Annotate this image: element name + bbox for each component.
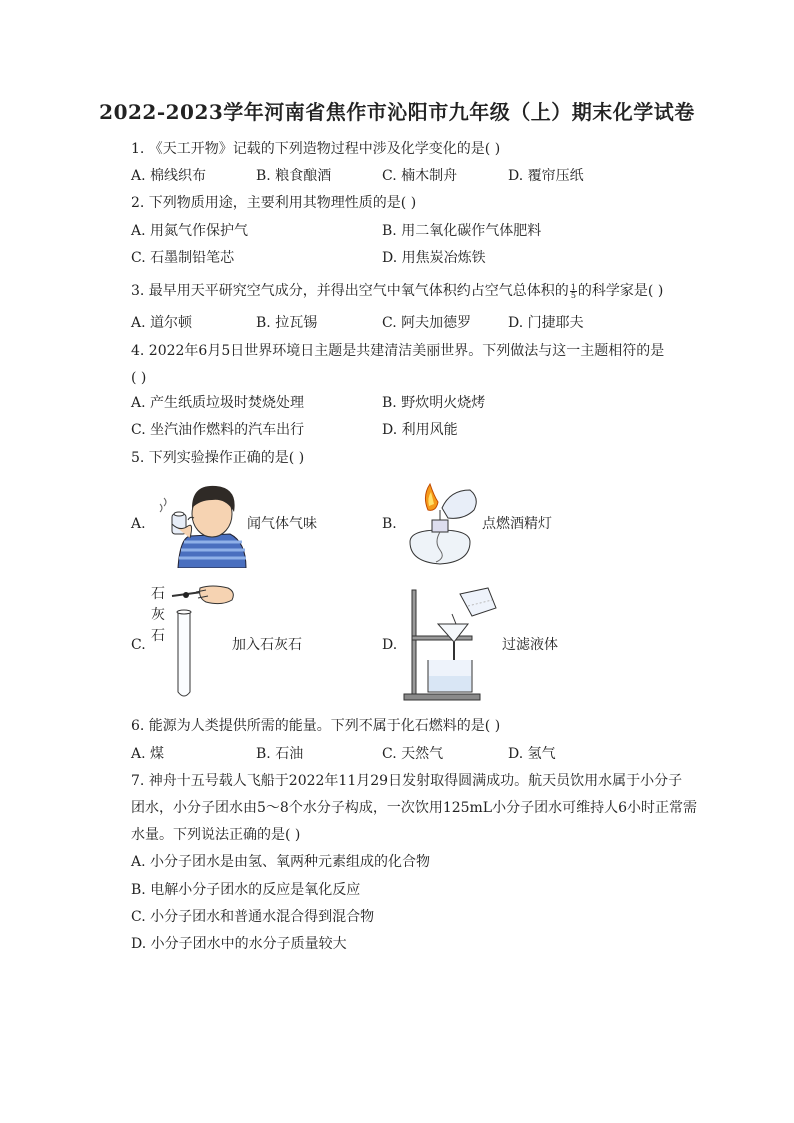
page-title: 2022-2023学年河南省焦作市沁阳市九年级（上）期末化学试卷: [99, 100, 695, 124]
question-2-stem: 2. 下列物质用途，主要利用其物理性质的是( ): [131, 195, 417, 211]
test-tube-limestone-illustration: [166, 584, 238, 702]
q1-option-d: D. 覆帘压纸: [508, 168, 584, 184]
q3-stem-part-b: 的科学家是( ): [577, 283, 664, 299]
question-3-stem: [131, 282, 663, 300]
q3-option-d: D. 门捷耶夫: [508, 315, 584, 331]
limestone-label-char-3: 石: [151, 628, 165, 644]
q5-option-a-letter: A.: [131, 516, 146, 532]
q2-option-b: B. 用二氧化碳作气体肥料: [382, 223, 542, 239]
question-6-stem: 6. 能源为人类提供所需的能量。下列不属于化石燃料的是( ): [131, 718, 501, 734]
question-4-stem: 4. 2022年6月5日世界环境日主题是共建清洁美丽世界。下列做法与这一主题相符的是: [131, 343, 665, 359]
q4-option-d: D. 利用风能: [382, 422, 458, 438]
q3-stem-part-a: 3. 最早用天平研究空气成分，并得出空气中氧气体积约占空气总体积的: [131, 283, 569, 299]
q5-option-b-caption: 点燃酒精灯: [482, 516, 552, 532]
q3-option-a: A. 道尔顿: [131, 315, 193, 331]
q7-option-a: A. 小分子团水是由氢、氧两种元素组成的化合物: [131, 854, 431, 870]
q2-option-d: D. 用焦炭冶炼铁: [382, 250, 486, 266]
q7-option-c: C. 小分子团水和普通水混合得到混合物: [131, 909, 375, 925]
q4-option-c: C. 坐汽油作燃料的汽车出行: [131, 422, 305, 438]
limestone-label-char-1: 石: [151, 586, 165, 602]
q3-option-b: B. 拉瓦锡: [256, 315, 318, 331]
q1-option-b: B. 粮食酿酒: [256, 168, 332, 184]
q6-option-a: A. 煤: [131, 746, 165, 762]
q5-option-d-letter: D.: [382, 637, 398, 653]
fraction-one-fifth: [570, 284, 577, 299]
q5-option-a-caption: 闻气体气味: [247, 516, 317, 532]
q5-option-b-letter: B.: [382, 516, 397, 532]
limestone-label-char-2: 灰: [151, 607, 165, 623]
question-5-stem: 5. 下列实验操作正确的是( ): [131, 450, 305, 466]
q3-option-c: C. 阿夫加德罗: [382, 315, 472, 331]
q4-option-a: A. 产生纸质垃圾时焚烧处理: [131, 395, 305, 411]
q5-option-d-caption: 过滤液体: [502, 637, 558, 653]
q2-option-a: A. 用氮气作保护气: [131, 223, 249, 239]
q6-option-b: B. 石油: [256, 746, 304, 762]
q2-option-c: C. 石墨制铅笔芯: [131, 250, 235, 266]
question-7-stem-line-2: 团水，小分子团水由5～8个水分子构成，一次饮用125mL小分子团水可维持人6小时正常需: [131, 800, 698, 816]
smelling-gas-illustration: [150, 476, 248, 568]
q1-option-a: A. 棉线织布: [131, 168, 207, 184]
q4-option-b: B. 野炊明火烧烤: [382, 395, 486, 411]
question-7-stem-line-3: 水量。下列说法正确的是( ): [131, 827, 301, 843]
question-7-stem-line-1: 7. 神舟十五号载人飞船于2022年11月29日发射取得圆满成功。航天员饮用水属于小分子: [131, 773, 683, 789]
q6-option-d: D. 氢气: [508, 746, 556, 762]
question-4-stem-continued: ( ): [131, 370, 147, 386]
fraction-numerator: 1: [570, 282, 576, 292]
q7-option-d: D. 小分子团水中的水分子质量较大: [131, 936, 347, 952]
q7-option-b: B. 电解小分子团水的反应是氧化反应: [131, 882, 361, 898]
question-1-stem: 1. 《天工开物》记载的下列造物过程中涉及化学变化的是( ): [131, 141, 501, 157]
q5-option-c-caption: 加入石灰石: [232, 637, 302, 653]
filtration-apparatus-illustration: [402, 584, 502, 704]
fraction-denominator: 5: [570, 290, 576, 300]
q5-option-c-letter: C.: [131, 637, 146, 653]
q1-option-c: C. 楠木制舟: [382, 168, 458, 184]
alcohol-lamp-illustration: [400, 480, 482, 570]
q6-option-c: C. 天然气: [382, 746, 444, 762]
